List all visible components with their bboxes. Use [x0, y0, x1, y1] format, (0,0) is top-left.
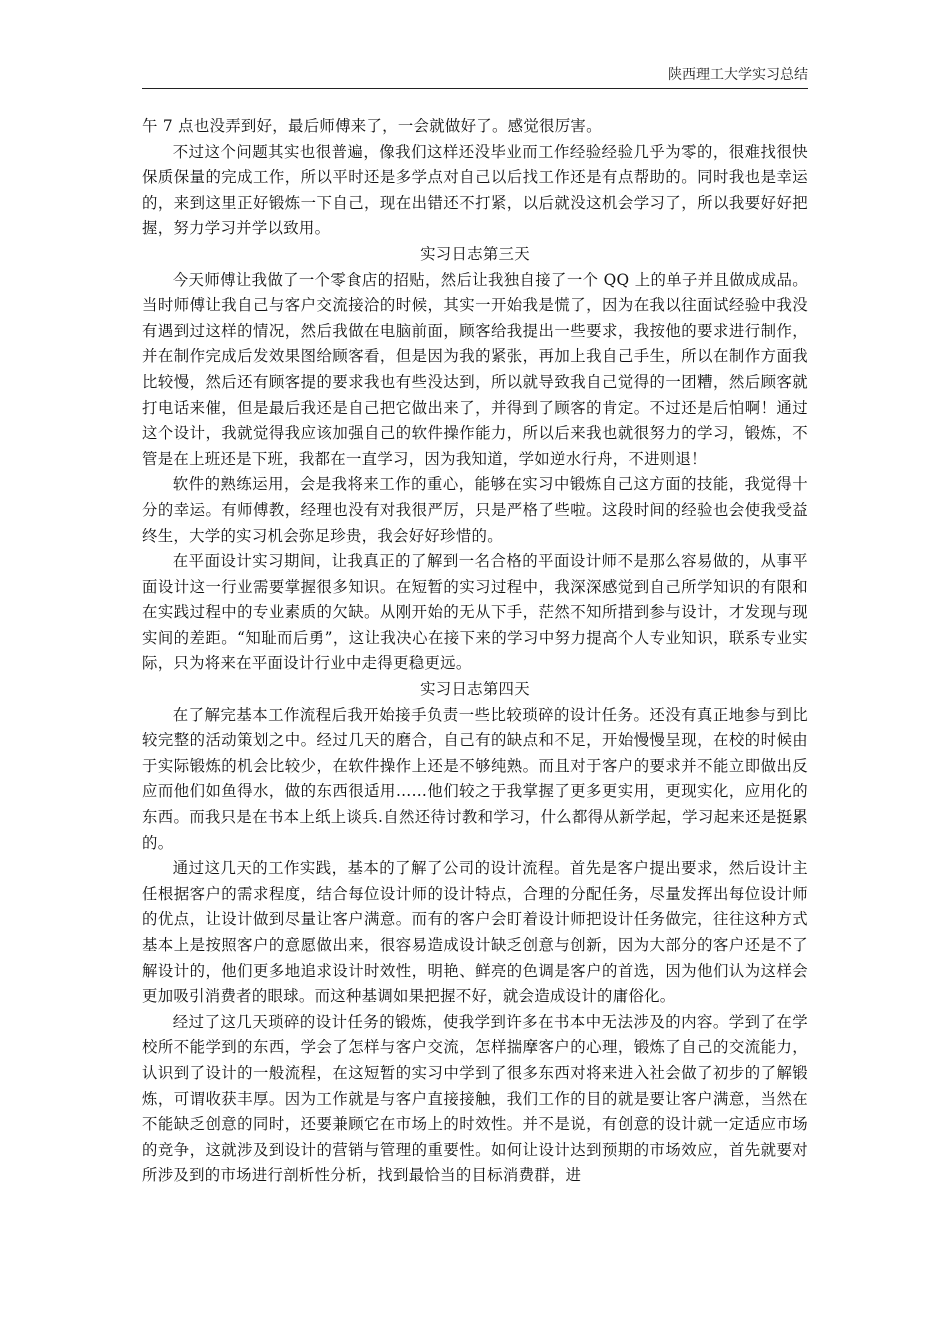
paragraph: 通过这几天的工作实践，基本的了解了公司的设计流程。首先是客户提出要求，然后设计主任根据客户的需求程度，结合每位设计师的设计特点，合理的分配任务，尽量发挥出每位设计师的优点，让设计做到尽量让客户满意。而有的客户会盯着设计师把设计任务做完，往往这种方式基本上是按照客户的意愿做出来，很容易造成设计缺乏创意与创新，因为大部分的客户还是不了解设计的，他们更多地追求设计时效性，明艳、鲜亮的色调是客户的首选，因为他们认为这样会更加吸引消费者的眼球。而这种基调如果把握不好，就会造成设计的庸俗化。 — [142, 859, 808, 1006]
document-body — [142, 114, 808, 1189]
paragraph: 午 7 点也没弄到好，最后师傅来了，一会就做好了。感觉很厉害。 — [142, 117, 602, 135]
paragraph: 不过这个问题其实也很普遍，像我们这样还没毕业而工作经验经验几乎为零的，很难找很快保质保量的完成工作，所以平时还是多学点对自己以后找工作还是有点帮助的。同时我也是幸运的，来到这里正好锻炼一下自己，现在出错还不打紧，以后就没这机会学习了，所以我要好好把握，努力学习并学以致用。 — [142, 142, 808, 238]
paragraph: 在了解完基本工作流程后我开始接手负责一些比较琐碎的设计任务。还没有真正地参与到比较完整的活动策划之中。经过几天的磨合，自己有的缺点和不足，开始慢慢呈现，在校的时候由于实际锻炼的机会比较少，在软件操作上还是不够纯熟。而且对于客户的要求并不能立即做出反应而他们如鱼得水，做的东西很适用……他们较之于我掌握了更多更实用，更现实化，应用化的东西。而我只是在书本上纸上谈兵.自然还待讨教和学习，什么都得从新学起，学习起来还是挺累的。 — [142, 705, 808, 852]
section-heading: 实习日志第四天 — [420, 680, 530, 699]
paragraph: 软件的熟练运用，会是我将来工作的重心，能够在实习中锻炼自己这方面的技能，我觉得十分的幸运。有师傅教，经理也没有对我很严厉，只是严格了些啦。这段时间的经验也会使我受益终生，大学的实习机会弥足珍贵，我会好好珍惜的。 — [142, 475, 808, 545]
header-title: 陕西理工大学实习总结 — [668, 67, 808, 83]
section-heading: 实习日志第三天 — [420, 244, 530, 263]
paragraph: 经过了这几天琐碎的设计任务的锻炼，使我学到许多在书本中无法涉及的内容。学到了在学校所不能学到的东西，学会了怎样与客户交流，怎样揣摩客户的心理，锻炼了自己的交流能力，认识到了设计的一般流程，在这短暂的实习中学到了很多东西对将来进入社会做了初步的了解锻炼，可谓收获丰厚。因为工作就是与客户直接接触，我们工作的目的就是要让客户满意，当然在不能缺乏创意的同时，还要兼顾它在市场上的时效性。并不是说，有创意的设计就一定适应市场的竞争，这就涉及到设计的营销与管理的重要性。如何让设计达到预期的市场效应，首先就要对所涉及到的市场进行剖析性分析，找到最恰当的目标消费群，进 — [142, 1012, 808, 1185]
paragraph: 今天师傅让我做了一个零食店的招贴，然后让我独自接了一个 QQ 上的单子并且做成成品。当时师傅让我自己与客户交流接洽的时候，其实一开始我是慌了，因为在我以往面试经验中我没有遇到过这样的情况，然后我做在电脑前面，顾客给我提出一些要求，我按他的要求进行制作，并在制作完成后发效果图给顾客看，但是因为我的紧张，再加上我自己手生，所以在制作方面我比较慢，然后还有顾客提的要求我也有些没达到，所以就导致我自己觉得的一团糟，然后顾客就打电话来催，但是最后我还是自己把它做出来了，并得到了顾客的肯定。不过还是后怕啊！通过这个设计，我就觉得我应该加强自己的软件操作能力，所以后来我也就很努力的学习，锻炼，不管是在上班还是下班，我都在一直学习，因为我知道，学如逆水行舟，不进则退！ — [142, 270, 808, 468]
page-header — [142, 66, 808, 89]
paragraph: 在平面设计实习期间，让我真正的了解到一名合格的平面设计师不是那么容易做的，从事平面设计这一行业需要掌握很多知识。在短暂的实习过程中，我深深感觉到自己所学知识的有限和在实践过程中的专业素质的欠缺。从刚开始的无从下手，茫然不知所措到参与设计，才发现与现实间的差距。“知耻而后勇”，这让我决心在接下来的学习中努力提高个人专业知识，联系专业实际，只为将来在平面设计行业中走得更稳更远。 — [142, 552, 808, 673]
